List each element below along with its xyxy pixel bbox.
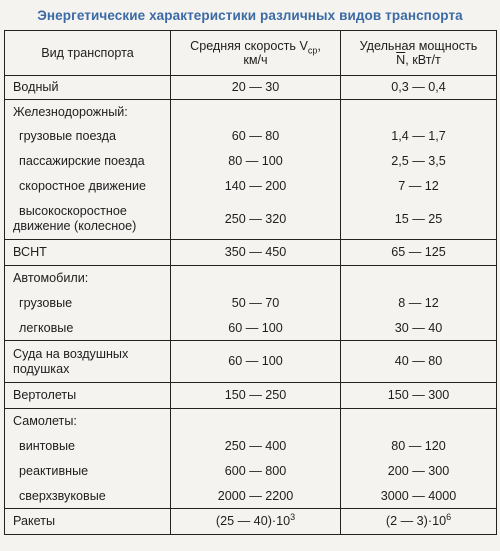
row-speed: 60 — 80 — [171, 124, 341, 149]
table-row — [5, 124, 497, 149]
row-power: 0,3 — 0,4 — [391, 80, 446, 95]
row-name: Ракеты — [13, 514, 56, 529]
row-power: 150 — 300 — [387, 388, 450, 403]
row-speed: 250 — 400 — [171, 434, 341, 459]
row-speed-exponent: 3 — [290, 512, 296, 523]
row-speed-base: (25 — 40)·10 — [215, 514, 291, 529]
header-speed: Средняя скорость $V_{ср}$, км/ч — [171, 31, 341, 76]
table-row — [5, 100, 497, 124]
row-speed: 50 — 70 — [171, 291, 341, 316]
row-speed: 20 — 30 — [171, 76, 341, 100]
row-name — [5, 199, 171, 240]
row-power: 3000 — 4000 — [380, 488, 457, 503]
table-row — [5, 174, 497, 199]
row-power: 80 — 120 — [391, 438, 446, 453]
table-row — [5, 199, 497, 240]
row-name: винтовые — [19, 438, 76, 453]
row-power: 1,4 — 1,7 — [391, 128, 446, 143]
table-header-row — [5, 31, 497, 76]
table-row — [5, 316, 497, 341]
row-speed: 250 — 320 — [171, 199, 341, 240]
table-row — [5, 459, 497, 484]
row-power: 30 — 40 — [394, 320, 443, 335]
table-row — [5, 291, 497, 316]
table-row — [5, 484, 497, 509]
row-power: 65 — 125 — [391, 245, 446, 260]
row-speed: 600 — 800 — [171, 459, 341, 484]
row-name: Железнодорожный: — [13, 104, 128, 119]
row-name: пассажирские поезда — [19, 153, 145, 168]
table-row — [5, 509, 497, 535]
table-row — [5, 149, 497, 174]
header-speed-subscript: ср — [307, 45, 318, 56]
row-name: ВСНТ — [13, 245, 47, 260]
row-speed: 350 — 450 — [171, 240, 341, 266]
header-power-unit: , кВт/т — [405, 53, 441, 67]
row-name-line2: подушках — [13, 361, 70, 376]
row-speed — [171, 509, 341, 535]
row-name-line1: Суда на воздушных — [13, 347, 129, 361]
table-row — [5, 240, 497, 266]
row-speed: 2000 — 2200 — [171, 484, 341, 509]
header-speed-label: Средняя скорость V — [190, 38, 308, 53]
row-name: скоростное движение — [19, 178, 146, 193]
table-row — [5, 383, 497, 409]
row-power-base: (2 — 3)·10 — [385, 514, 447, 529]
header-power-label: Удельная мощность — [359, 38, 478, 53]
row-speed: 60 — 100 — [171, 316, 341, 341]
table-title: Энергетические характеристики различных видов транспорта — [37, 8, 463, 23]
table-row — [5, 341, 497, 383]
row-power-exponent: 6 — [446, 512, 452, 523]
row-power: 200 — 300 — [387, 463, 450, 478]
header-speed-unit: км/ч — [243, 53, 268, 67]
row-name-line2: движение (колесное) — [13, 218, 137, 233]
row-power: 2,5 — 3,5 — [391, 153, 446, 168]
row-power — [341, 509, 497, 535]
row-name: Вертолеты — [13, 388, 77, 403]
row-speed: 60 — 100 — [171, 341, 341, 383]
energy-table — [4, 30, 497, 535]
row-name: Водный — [13, 80, 59, 95]
row-name: грузовые — [19, 295, 73, 310]
row-name: реактивные — [19, 463, 89, 478]
row-power: 40 — 80 — [394, 354, 443, 369]
row-name — [5, 341, 171, 383]
row-power: 8 — 12 — [398, 295, 439, 310]
row-name-line1: высокоскоростное — [19, 204, 127, 219]
row-name: грузовые поезда — [19, 128, 117, 143]
row-speed: 80 — 100 — [171, 149, 341, 174]
header-power-symbol: $\overline{N}$ — [396, 53, 406, 67]
row-speed: 140 — 200 — [171, 174, 341, 199]
table-row — [5, 409, 497, 434]
header-transport-type: Вид транспорта — [5, 31, 171, 76]
row-name: Автомобили: — [13, 271, 89, 285]
row-name: легковые — [19, 320, 74, 335]
header-power — [341, 31, 497, 76]
table-row — [5, 266, 497, 291]
table-row — [5, 76, 497, 100]
row-speed: 150 — 250 — [171, 383, 341, 409]
row-power: 15 — 25 — [394, 211, 443, 226]
row-name: Самолеты: — [13, 414, 77, 428]
table-row — [5, 434, 497, 459]
row-name: сверхзвуковые — [19, 488, 106, 503]
row-power: 7 — 12 — [398, 178, 439, 193]
